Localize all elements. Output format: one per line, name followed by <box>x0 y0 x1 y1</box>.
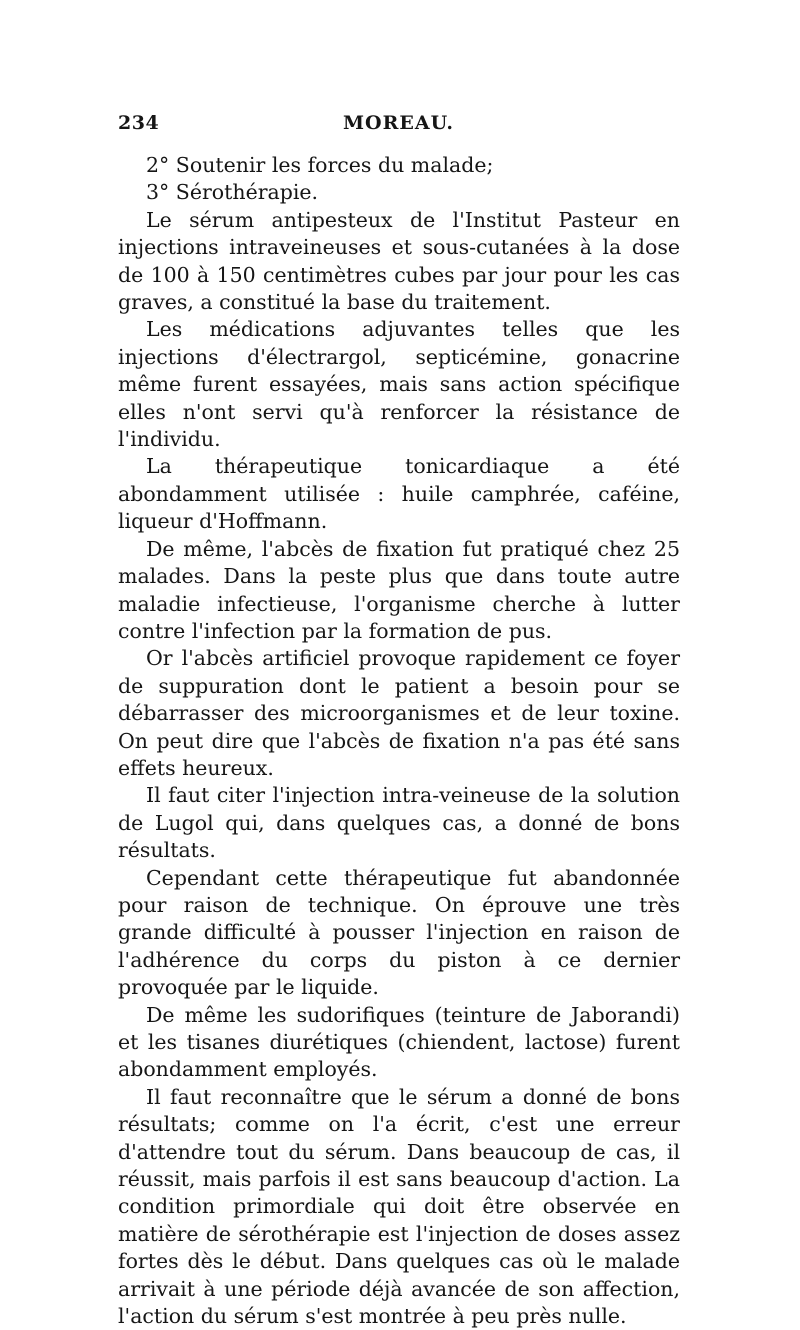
running-head-title: MOREAU. <box>343 112 455 134</box>
paragraph-serum-dose: Le sérum antipesteux de l'Institut Pasteur en injections intraveineuses et sous-cutanées à la dose de 100 à 150 centimètres cubes par jour pour les cas graves, a constitué la base du traitement. <box>118 207 680 315</box>
book-page <box>118 112 680 1330</box>
paragraph-artificial-abscess: Or l'abcès artificiel provoque rapidement ce foyer de suppuration dont le patient a besoin pour se débarrasser des microorganismes et de leur toxine. On peut dire que l'abcès de fixation n'a pas été sans effets heureux. <box>118 646 680 780</box>
paragraph-serum-results: Il faut reconnaître que le sérum a donné de bons résultats; comme on l'a écrit, c'est une erreur d'attendre tout du sérum. Dans beaucoup de cas, il réussit, mais parfois il est sans beaucoup d'action. La condition primordiale qui doit être observée en matière de sérothérapie est l'injection de doses assez fortes dès le début. Dans quelques cas où le malade arrivait à une période déjà avancée de son affection, l'action du sérum s'est montrée à peu près nulle. <box>118 1084 680 1329</box>
paragraph-fixation-abscess: De même, l'abcès de fixation fut pratiqué chez 25 malades. Dans la peste plus que dans toute autre maladie infectieuse, l'organisme cherche à lutter contre l'infection par la formation de pus. <box>118 536 680 643</box>
paragraph-technique-abandoned: Cependant cette thérapeutique fut abandonnée pour raison de technique. On éprouve une très grande difficulté à pousser l'injection en raison de l'adhérence du corps du piston à ce dernier provoquée par le liquide. <box>118 865 680 1000</box>
running-head <box>118 112 680 152</box>
page-number: 234 <box>118 112 160 134</box>
paragraph-sudorifics: De même les sudorifiques (teinture de Jaborandi) et les tisanes diurétiques (chiendent, lactose) furent abondamment employés. <box>118 1002 680 1082</box>
paragraph-adjuvant-medications: Les médications adjuvantes telles que les injections d'électrargol, septicémine, gonacrine même furent essayées, mais sans action spécifique elles n'ont servi qu'à renforcer la résistance de l'individu. <box>118 317 680 452</box>
body-text <box>118 152 680 1330</box>
paragraph-list-item-3: 3° Sérothérapie. <box>146 180 319 205</box>
paragraph-tonicardiac-therapy: La thérapeutique tonicardiaque a été abondamment utilisée : huile camphrée, caféine, liqueur d'Hoffmann. <box>118 454 680 534</box>
paragraph-list-item-2: 2° Soutenir les forces du malade; <box>146 153 494 177</box>
paragraph-lugol-injection: Il faut citer l'injection intra-veineuse de la solution de Lugol qui, dans quelques cas, a donné de bons résultats. <box>118 783 680 863</box>
